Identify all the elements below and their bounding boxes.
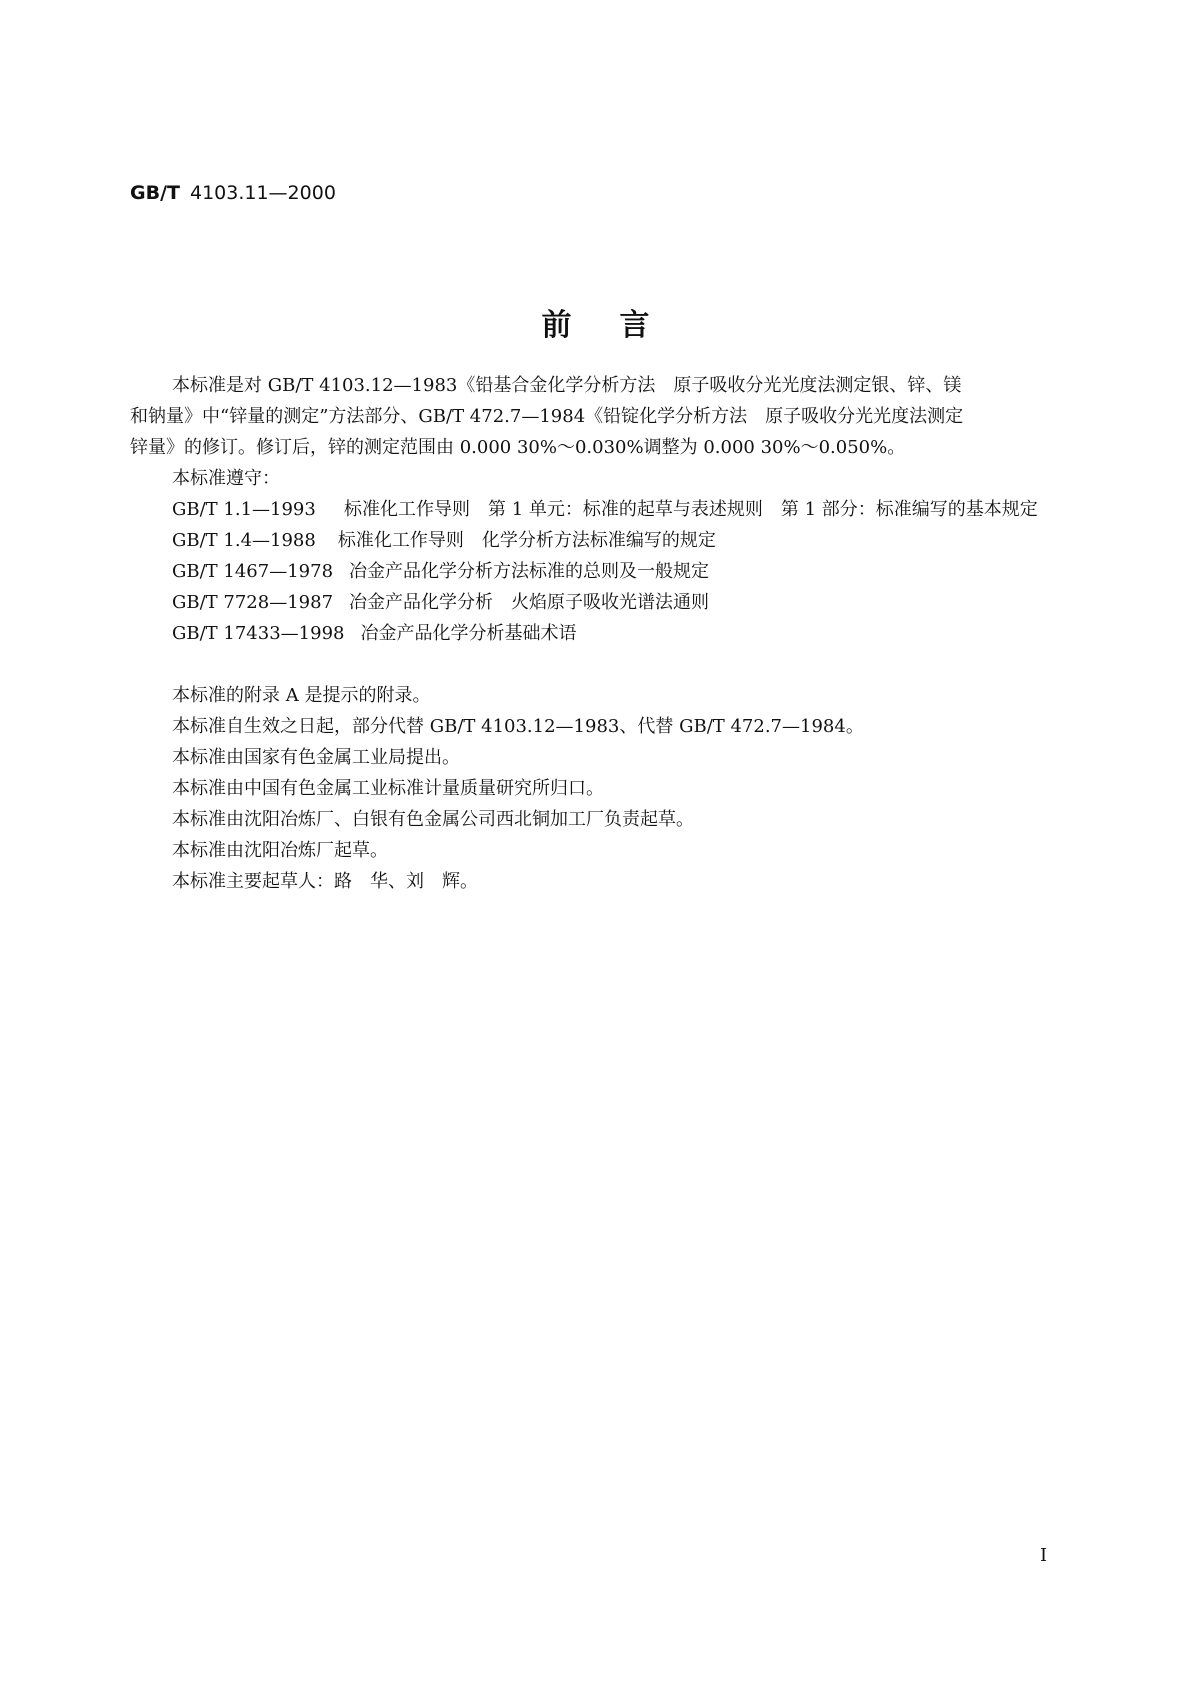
compliance-heading: 本标准遵守： xyxy=(172,468,280,489)
page-title: 前言 xyxy=(541,308,698,343)
intro-line: 和钠量》中“锌量的测定”方法部分、GB/T 472.7—1984《铅锭化学分析方法 原子吸收分光光度法测定 xyxy=(130,406,964,427)
reference-item xyxy=(172,618,1058,649)
reference-title: 标准化工作导则 化学分析方法标准编写的规定 xyxy=(337,530,716,551)
reference-title: 标准化工作导则 第 1 单元：标准的起草与表述规则 第 1 部分：标准编写的基本规定 xyxy=(344,499,1038,520)
reference-title: 冶金产品化学分析基础术语 xyxy=(360,623,577,644)
page-number: I xyxy=(1040,1545,1048,1566)
intro-line: 锌量》的修订。修订后，锌的测定范围由 0.000 30%～0.030%调整为 0.000 30%～0.050%。 xyxy=(130,437,906,458)
reference-item xyxy=(172,556,1058,587)
statement-line: 本标准由中国有色金属工业标准计量质量研究所归口。 xyxy=(172,778,604,799)
reference-code: GB/T 1.1—1993 xyxy=(172,499,316,520)
standard-code-number: 4103.11—2000 xyxy=(189,182,336,204)
statement-list xyxy=(172,680,1058,897)
reference-title: 冶金产品化学分析方法标准的总则及一般规定 xyxy=(349,561,710,582)
reference-code: GB/T 7728—1987 xyxy=(172,592,334,613)
statement-line: 本标准由国家有色金属工业局提出。 xyxy=(172,747,460,768)
reference-code: GB/T 1.4—1988 xyxy=(172,530,316,551)
statement-line: 本标准的附录 A 是提示的附录。 xyxy=(172,685,431,706)
reference-item xyxy=(172,494,1058,525)
standard-code-prefix: GB/T xyxy=(130,182,180,204)
statement-line: 本标准由沈阳冶炼厂、白银有色金属公司西北铜加工厂负责起草。 xyxy=(172,809,694,830)
reference-code: GB/T 1467—1978 xyxy=(172,561,334,582)
statement-line: 本标准主要起草人：路 华、刘 辉。 xyxy=(172,871,478,892)
standard-code xyxy=(130,182,336,204)
statement-line: 本标准自生效之日起，部分代替 GB/T 4103.12—1983、代替 GB/T 472.7—1984。 xyxy=(172,716,864,737)
reference-code: GB/T 17433—1998 xyxy=(172,623,345,644)
reference-item xyxy=(172,587,1058,618)
reference-title: 冶金产品化学分析 火焰原子吸收光谱法通则 xyxy=(349,592,710,613)
intro-paragraph xyxy=(130,370,1058,494)
reference-list xyxy=(172,494,1058,649)
reference-item xyxy=(172,525,1058,556)
intro-line: 本标准是对 GB/T 4103.12—1983《铅基合金化学分析方法 原子吸收分光光度法测定银、锌、镁 xyxy=(172,375,962,396)
statement-line: 本标准由沈阳冶炼厂起草。 xyxy=(172,840,388,861)
